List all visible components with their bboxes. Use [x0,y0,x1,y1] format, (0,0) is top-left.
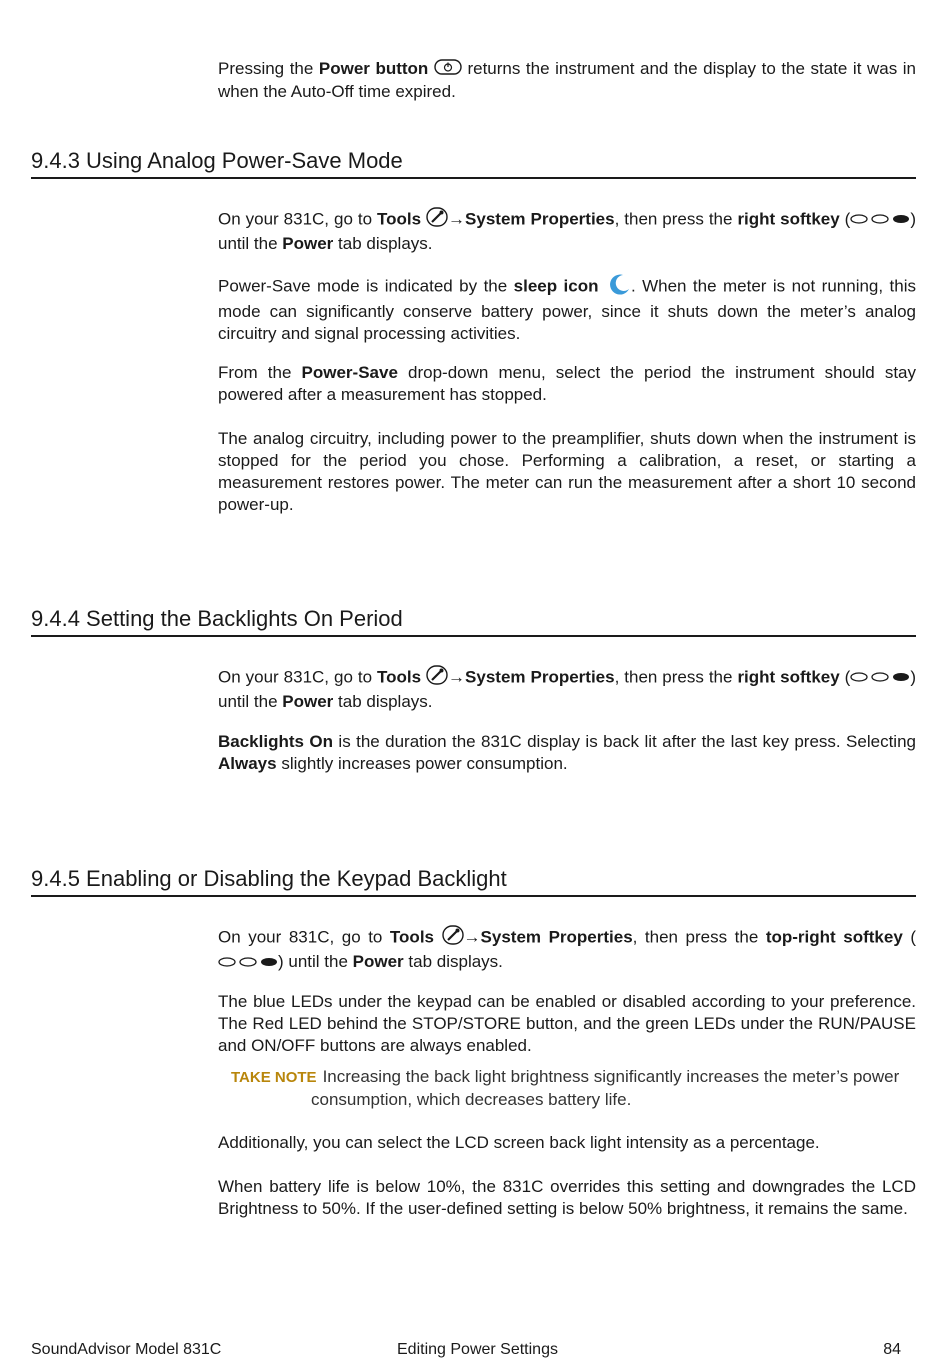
system-properties-label: System Properties [465,667,615,687]
system-properties-label: System Properties [480,927,633,947]
power-save-label: Power-Save [301,363,398,382]
section-heading-9-4-3: 9.4.3 Using Analog Power-Save Mode [31,147,916,179]
text: is the duration the 831C display is back lit after the last key press. Selecting [333,732,916,751]
text: ) until the [218,209,916,253]
text: slightly increases power consumption. [276,754,568,773]
tools-label: Tools [389,927,434,947]
text: drop-down menu, select the period the instrument should stay powered after a measurement has stopped. [218,363,916,404]
take-note [231,1066,916,1111]
note-text-line-2: consumption, which decreases battery life. [311,1090,632,1109]
power-tab-label: Power [282,234,334,253]
paragraph [218,273,916,345]
softkey-label: right softkey [737,667,840,687]
text: From the [218,363,302,382]
paragraph: On your 831C, go to Tools →System Properties, then press the top-right softkey () until the Power tab displays. [218,925,916,974]
text: tab displays. [333,234,433,253]
wrench-icon [442,925,464,951]
top-right-softkey-icon [218,952,278,974]
always-label: Always [218,754,277,773]
text: ) until the [218,667,916,711]
tools-label: Tools [377,667,422,687]
power-button-icon [434,59,462,81]
text: On your 831C, go to [218,209,377,229]
tools-label: Tools [377,209,422,229]
power-tab-label: Power [282,692,334,711]
text: tab displays. [403,952,503,971]
paragraph: On your 831C, go to Tools →System Properties, then press the right softkey ( ) until the Power tab displays. [218,207,916,255]
section-heading-9-4-4: 9.4.4 Setting the Backlights On Period [31,605,916,637]
softkey-label: right softkey [737,209,840,229]
softkey-label: top-right softkey [765,927,903,947]
right-softkey-icon [850,667,910,689]
text: , then press the [614,209,738,229]
wrench-icon [426,665,448,691]
sleep-icon-label: sleep icon [513,276,599,296]
paragraph: When battery life is below 10%, the 831C overrides this setting and downgrades the LCD Brightness to 50%. If the user-defined setting is below 50% brightness, it remains the same. [218,1177,916,1218]
paragraph: Additionally, you can select the LCD screen back light intensity as a percentage. [218,1133,820,1152]
footer-document-title: SoundAdvisor Model 831C [31,1341,222,1358]
arrow-icon: → [463,927,481,947]
section-heading-9-4-5: 9.4.5 Enabling or Disabling the Keypad Backlight [31,865,916,897]
paragraph: The blue LEDs under the keypad can be enabled or disabled according to your preference. The Red LED behind the STOP/STORE button, and the green LEDs under the RUN/PAUSE and ON/OFF buttons are always enabled. [218,992,916,1055]
text: , then press the [614,667,738,687]
power-tab-label: Power [352,952,404,971]
footer-page-number: 84 [883,1341,901,1358]
note-text-line-1: Increasing the back light brightness significantly increases the meter’s power [322,1067,900,1086]
intro-paragraph [218,58,916,103]
paragraph: The analog circuitry, including power to the preamplifier, shuts down when the instrument is stopped for the period you chose. Performing a calibration, a reset, or starting a measurement restores power. The meter can run the measurement after a short 10 second power-up. [218,429,916,514]
text: , then press the [632,927,766,947]
sleep-icon [605,273,631,301]
arrow-icon: → [448,209,466,229]
power-button-label: Power button [318,59,429,78]
right-softkey-icon [850,209,910,231]
paragraph [218,362,916,406]
text: Power-Save mode is indicated by the [218,276,514,296]
paragraph [218,731,916,775]
text: On your 831C, go to [218,927,390,947]
text: Pressing the [218,59,319,78]
take-note-label: TAKE NOTE [231,1069,317,1086]
backlights-on-label: Backlights On [218,732,333,751]
text: On your 831C, go to [218,667,377,687]
wrench-icon [426,207,448,233]
footer-section-title: Editing Power Settings [397,1341,558,1358]
paragraph: On your 831C, go to Tools →System Properties, then press the right softkey ( ) until the Power tab displays. [218,665,916,713]
text: returns the instrument and the display to the state it was in when the Auto-Off time expired. [218,59,916,101]
arrow-icon: → [448,667,466,687]
text: ) until the [278,952,353,971]
text: . When the meter is not running, this mode can significantly conserve battery power, since it shuts down the meter’s analog circuitry and signal processing activities. [218,276,916,343]
text: tab displays. [333,692,433,711]
system-properties-label: System Properties [465,209,615,229]
